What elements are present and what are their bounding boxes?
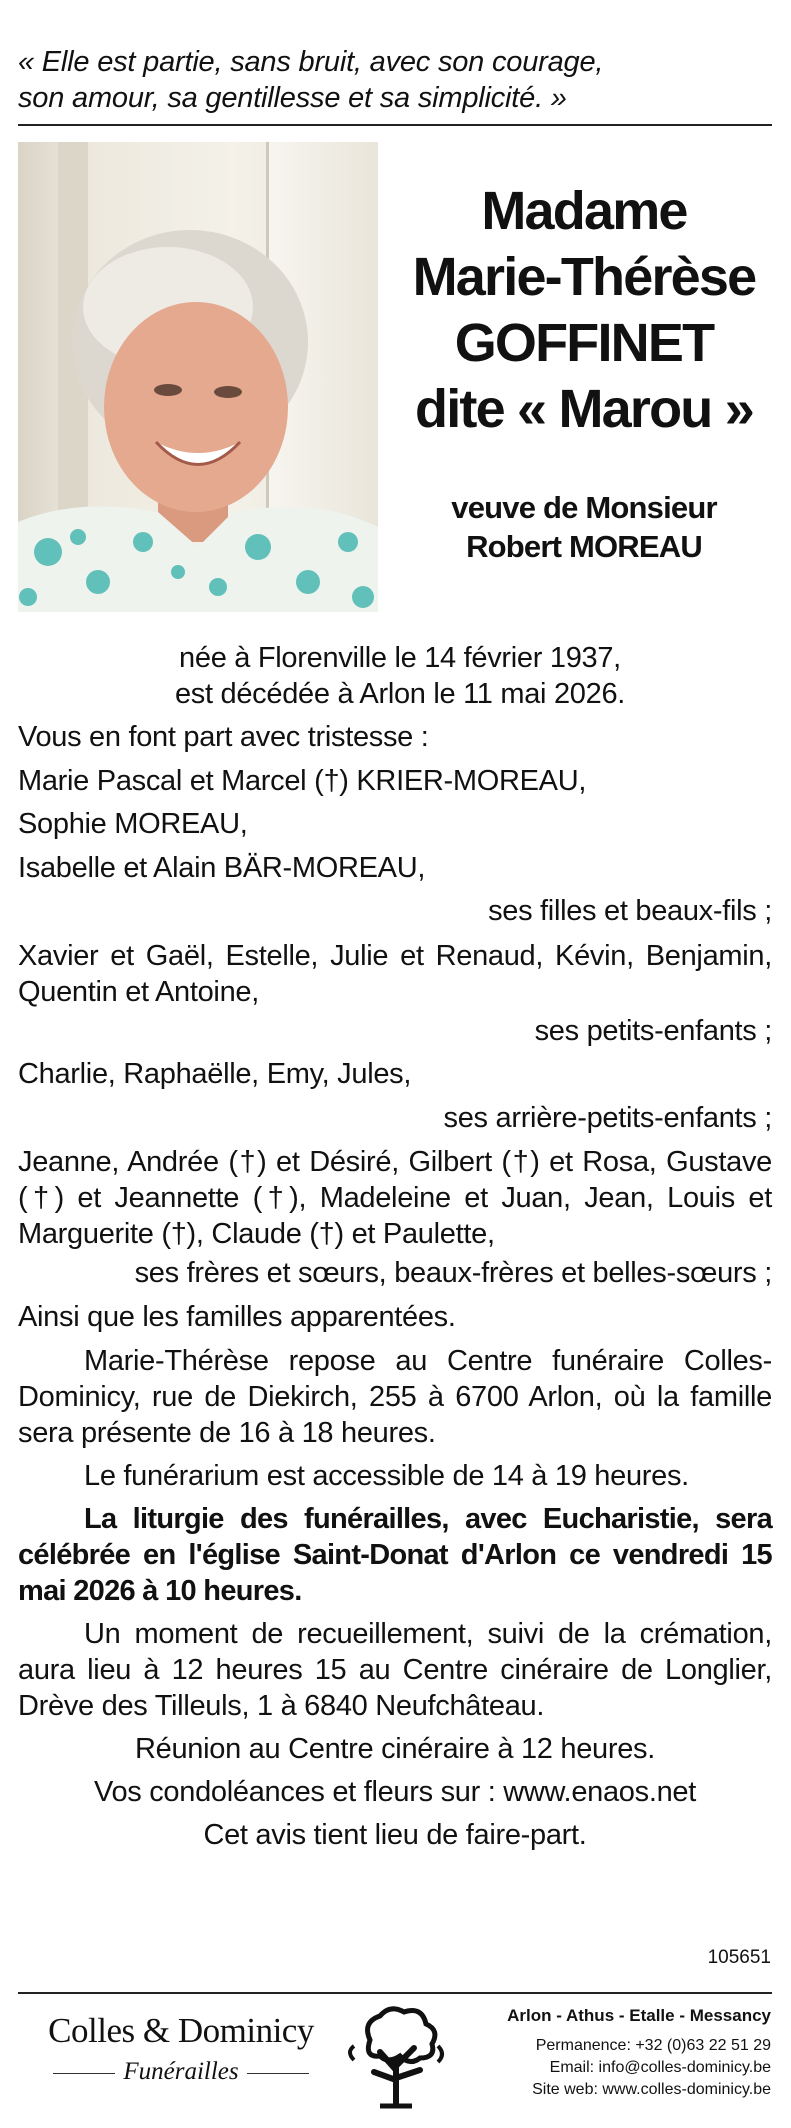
condolences-paragraph: Vos condoléances et fleurs sur : www.enaos.net bbox=[94, 1776, 696, 1808]
grandchildren-list: Xavier et Gaël, Estelle, Julie et Renaud, Kévin, Benjamin, Quentin et Antoine, bbox=[18, 939, 772, 1008]
epitaph-quote bbox=[18, 44, 758, 116]
reference-number: 105651 bbox=[707, 1947, 771, 1968]
rest-paragraph: Marie-Thérèse repose au Centre funéraire Colles-Dominicy, rue de Diekirch, 255 à 6700 Arlon, où la famille sera présente de 16 à 18 heures. bbox=[18, 1345, 772, 1449]
deceased-name bbox=[395, 178, 773, 442]
access-paragraph: Le funérarium est accessible de 14 à 19 heures. bbox=[84, 1460, 689, 1492]
widow-line: Robert MOREAU bbox=[466, 529, 702, 564]
child-entry: Isabelle et Alain BÄR-MOREAU, bbox=[18, 851, 426, 884]
portrait-photo bbox=[18, 142, 378, 612]
children-label: ses filles et beaux-fils ; bbox=[488, 895, 772, 927]
siblings-list: Jeanne, Andrée (†) et Désiré, Gilbert (†) et Rosa, Gustave (†) et Jeannette (†), Madeleine et Juan, Jean, Louis et Marguerite (†), Claude (†) et Paulette, bbox=[18, 1146, 772, 1250]
widow-of bbox=[395, 488, 773, 566]
tree-icon bbox=[340, 2000, 452, 2110]
child-entry: Sophie MOREAU, bbox=[18, 808, 248, 840]
bottom-divider bbox=[18, 1992, 772, 1994]
name-line: Madame bbox=[481, 181, 687, 241]
funeral-home-subtitle: Funérailles bbox=[123, 2058, 239, 2085]
top-divider bbox=[18, 124, 772, 126]
funeral-home-logo bbox=[36, 2008, 326, 2090]
grandchildren-label: ses petits-enfants ; bbox=[534, 1014, 772, 1047]
funeral-home-towns: Arlon - Athus - Etalle - Messancy bbox=[507, 2006, 771, 2025]
related-families: Ainsi que les familles apparentées. bbox=[18, 1300, 456, 1333]
great-grandchildren-list: Charlie, Raphaëlle, Emy, Jules, bbox=[18, 1058, 412, 1090]
name-line: GOFFINET bbox=[454, 313, 714, 373]
funeral-home-name: Colles & Dominicy bbox=[48, 2011, 314, 2050]
quote-line: son amour, sa gentillesse et sa simplicité. » bbox=[18, 82, 567, 114]
name-line: Marie-Thérèse bbox=[412, 247, 756, 307]
quote-line: « Elle est partie, sans bruit, avec son courage, bbox=[18, 46, 604, 78]
phone-text: Permanence: +32 (0)63 22 51 29 bbox=[535, 2037, 771, 2054]
cremation-paragraph: Un moment de recueillement, suivi de la crémation, aura lieu à 12 heures 15 au Centre cinéraire de Longlier, Drève des Tilleuls, 1 à 6840 Neufchâteau. bbox=[18, 1618, 772, 1722]
widow-line: veuve de Monsieur bbox=[451, 490, 717, 525]
child-entry: Marie Pascal et Marcel (†) KRIER-MOREAU, bbox=[18, 764, 587, 797]
funeral-home-subtitle-wrap bbox=[36, 2054, 326, 2090]
website-text: Site web: www.colles-dominicy.be bbox=[532, 2081, 771, 2098]
birth-death-dates bbox=[18, 640, 772, 712]
funeral-home-contact bbox=[471, 2005, 771, 2101]
birth-line: née à Florenville le 14 février 1937, bbox=[179, 642, 621, 674]
siblings-label: ses frères et sœurs, beaux-frères et belles-sœurs ; bbox=[134, 1257, 772, 1289]
great-grandchildren-label: ses arrière-petits-enfants ; bbox=[443, 1101, 772, 1134]
meeting-paragraph: Réunion au Centre cinéraire à 12 heures. bbox=[135, 1733, 655, 1765]
email-text: Email: info@colles-dominicy.be bbox=[549, 2059, 771, 2076]
death-line: est décédée à Arlon le 11 mai 2026. bbox=[174, 678, 626, 710]
liturgy-paragraph: La liturgie des funérailles, avec Eucharistie, sera célébrée en l'église Saint-Donat d'Arlon ce vendredi 15 mai 2026 à 10 heures. bbox=[18, 1503, 772, 1607]
name-line: dite « Marou » bbox=[415, 379, 753, 439]
notice-body bbox=[18, 640, 772, 1860]
family-intro: Vous en font part avec tristesse : bbox=[18, 721, 429, 753]
notice-paragraph: Cet avis tient lieu de faire-part. bbox=[203, 1819, 587, 1851]
